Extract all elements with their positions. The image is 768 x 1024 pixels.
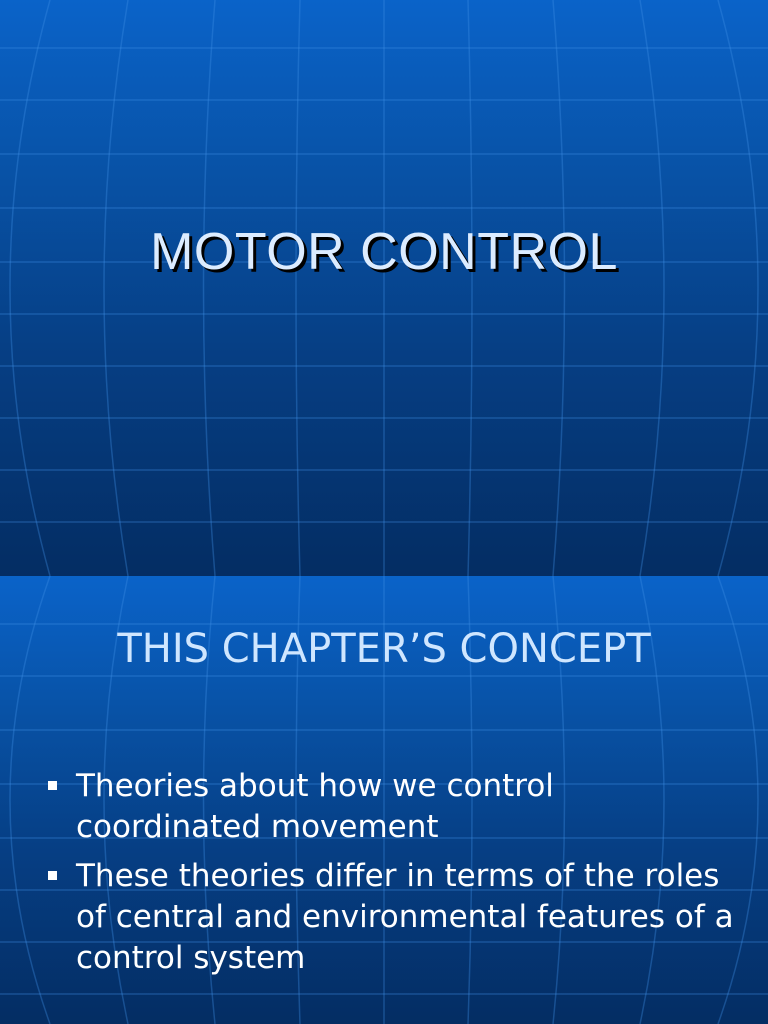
bullet-item (44, 856, 744, 979)
square-bullet-icon (48, 871, 57, 880)
content-slide (0, 576, 768, 1024)
slide-title: MOTOR CONTROL (150, 223, 618, 281)
bullet-item (44, 766, 744, 848)
square-bullet-icon (48, 781, 57, 790)
bullet-list (44, 766, 744, 987)
bullet-text: Theories about how we control coordinated movement (76, 768, 554, 845)
slide-title: THIS CHAPTER’S CONCEPT (117, 626, 651, 672)
bullet-text: These theories differ in terms of the roles of central and environmental features of a control system (76, 858, 734, 976)
